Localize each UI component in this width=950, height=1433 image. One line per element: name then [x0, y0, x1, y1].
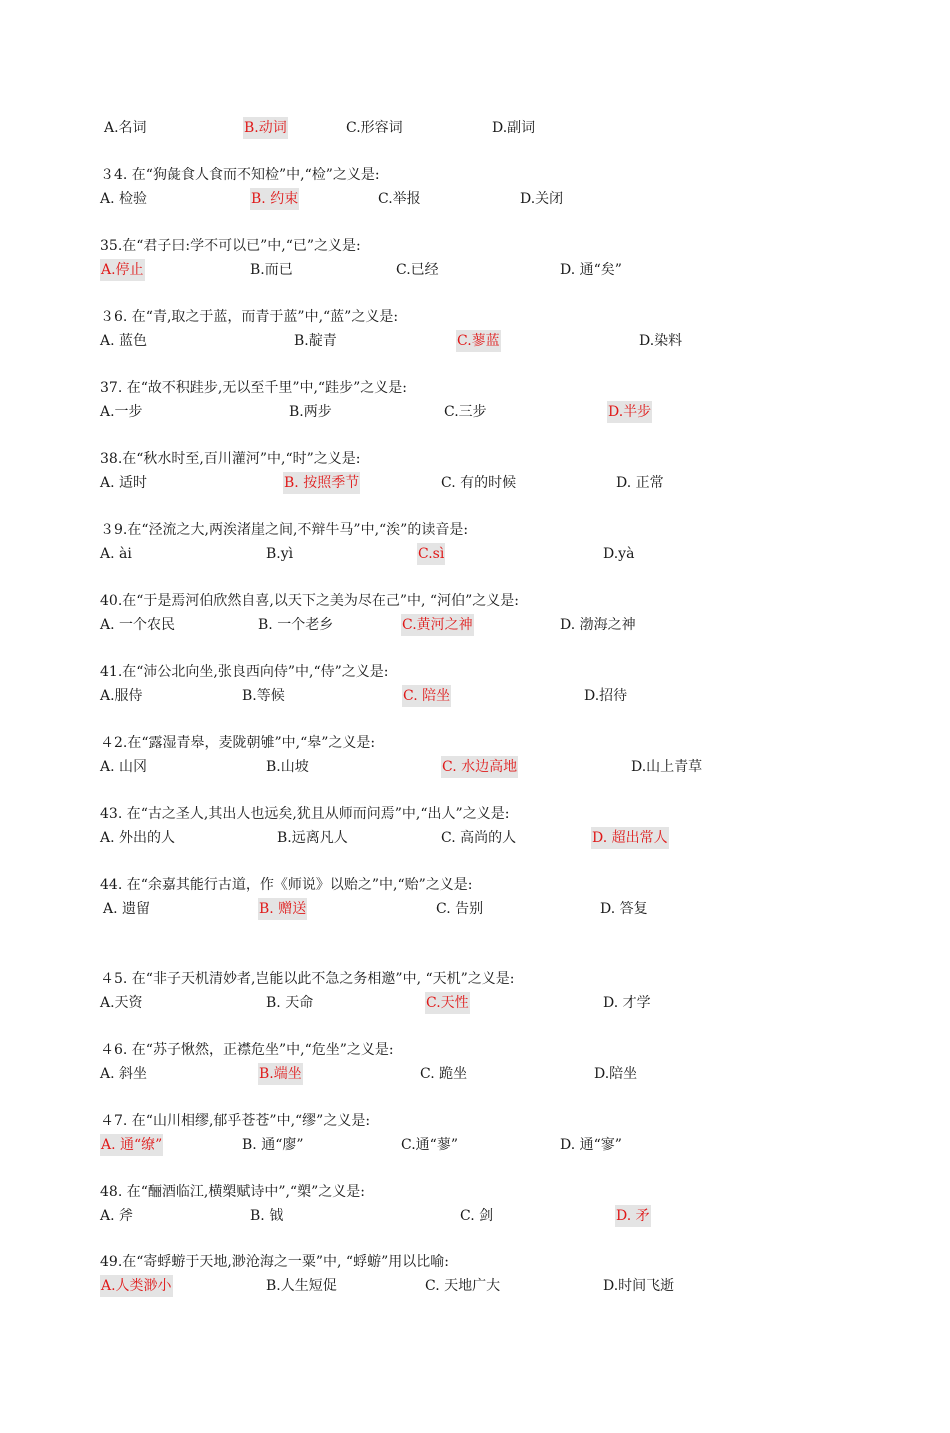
option-c: C.天性 — [425, 992, 470, 1014]
options-row — [100, 1275, 900, 1297]
option-a: A. 斜坐 — [100, 1066, 148, 1082]
option-b: B.动词 — [243, 117, 288, 139]
option-b: B.人生短促 — [266, 1278, 337, 1294]
question-38 — [100, 448, 900, 494]
question-34 — [100, 164, 900, 210]
option-d: D. 答复 — [600, 901, 648, 917]
option-c: C. 跪坐 — [420, 1066, 468, 1082]
question-42 — [100, 732, 900, 778]
option-d: D. 才学 — [603, 995, 651, 1011]
question-stem: ４6. 在“苏子愀然，正襟危坐”中,“危坐”之义是: — [100, 1042, 394, 1058]
question-47 — [100, 1110, 900, 1156]
option-b: B. 天命 — [266, 995, 314, 1011]
option-b: B.yì — [266, 546, 294, 562]
option-c: C.蓼蓝 — [456, 330, 501, 352]
question-35 — [100, 235, 900, 281]
option-a: A. 蓝色 — [100, 333, 148, 349]
question-stem: 37. 在“故不积跬步,无以至千里”中,“跬步”之义是: — [100, 380, 407, 396]
question-49 — [100, 1251, 900, 1297]
option-a: A. ài — [100, 546, 132, 562]
option-b: B.两步 — [289, 404, 332, 420]
option-d: D.半步 — [607, 401, 652, 423]
option-d: D. 通“矣” — [560, 262, 622, 278]
option-c: C.已经 — [396, 262, 439, 278]
option-b: B.而已 — [250, 262, 293, 278]
options-row — [100, 1063, 900, 1085]
options-row — [100, 1134, 900, 1156]
option-a: A. 检验 — [100, 191, 148, 207]
option-d: D. 正常 — [616, 475, 664, 491]
question-stem: ４7. 在“山川相缪,郁乎苍苍”中,“缪”之义是: — [100, 1113, 371, 1129]
option-d: D.关闭 — [520, 191, 564, 207]
options-row — [100, 117, 900, 139]
option-b: B. 约束 — [250, 188, 299, 210]
option-c: C.三步 — [444, 404, 487, 420]
option-b: B. 一个老乡 — [258, 617, 334, 633]
option-a: A. 山冈 — [100, 759, 148, 775]
option-d: D.染料 — [639, 333, 683, 349]
option-c: C. 高尚的人 — [441, 830, 517, 846]
question-stem: ３4. 在“狗彘食人食而不知检”中,“检”之义是: — [100, 167, 380, 183]
option-b: B. 钺 — [250, 1208, 284, 1224]
option-d: D. 超出常人 — [591, 827, 669, 849]
option-a: A. 通“缭” — [100, 1134, 163, 1156]
options-row — [100, 898, 900, 920]
option-a: A. 遗留 — [103, 901, 151, 917]
question-44 — [100, 874, 900, 920]
option-c: C. 告别 — [436, 901, 484, 917]
option-c: C.举报 — [378, 191, 421, 207]
option-a: A.名词 — [104, 120, 147, 136]
question-46 — [100, 1039, 900, 1085]
options-row — [100, 543, 900, 565]
options-row — [100, 259, 900, 281]
option-a: A. 外出的人 — [100, 830, 176, 846]
option-a: A. 适时 — [100, 475, 148, 491]
question-stem: ４5. 在“非子天机清妙者,岂能以此不急之务相邀”中, “天机”之义是: — [100, 971, 515, 987]
option-c: C. 剑 — [460, 1208, 494, 1224]
option-b: B.端坐 — [258, 1063, 303, 1085]
option-a: A.服侍 — [100, 688, 143, 704]
question-stem: 40.在“于是焉河伯欣然自喜,以天下之美为尽在己”中, “河伯”之义是: — [100, 593, 519, 609]
option-b: B.远离凡人 — [277, 830, 348, 846]
options-row — [100, 827, 900, 849]
options-row — [100, 1205, 900, 1227]
question-37 — [100, 377, 900, 423]
option-d: D. 通“寥” — [560, 1137, 622, 1153]
option-d: D. 渤海之神 — [560, 617, 636, 633]
question-stem: 41.在“沛公北向坐,张良西向侍”中,“侍”之义是: — [100, 664, 389, 680]
question-48 — [100, 1181, 900, 1227]
option-c: C. 天地广大 — [425, 1278, 501, 1294]
question-stem: 38.在“秋水时至,百川灌河”中,“时”之义是: — [100, 451, 361, 467]
option-c: C. 水边高地 — [441, 756, 518, 778]
option-d: D. 矛 — [615, 1205, 651, 1227]
options-row — [100, 330, 900, 352]
option-b: B.靛青 — [294, 333, 337, 349]
question-stem: 44. 在“余嘉其能行古道，作《师说》以贻之”中,“贻”之义是: — [100, 877, 473, 893]
question-stem — [100, 93, 900, 115]
option-a: A.一步 — [100, 404, 143, 420]
question-stem: 48. 在“酾酒临江,横槊赋诗中”,“槊”之义是: — [100, 1184, 365, 1200]
option-b: B.山坡 — [266, 759, 309, 775]
option-d: D.山上青草 — [631, 759, 703, 775]
question-43 — [100, 803, 900, 849]
question-39 — [100, 519, 900, 565]
question-40 — [100, 590, 900, 636]
question-45 — [100, 968, 900, 1014]
question-stem: ４2.在“露湿青皋，麦陇朝雊”中,“皋”之义是: — [100, 735, 376, 751]
question-stem: ３6. 在“青,取之于蓝，而青于蓝”中,“蓝”之义是: — [100, 309, 399, 325]
option-b: B. 赠送 — [258, 898, 307, 920]
option-d: D.招待 — [584, 688, 628, 704]
option-c: C.sì — [417, 543, 445, 565]
option-c: C.黄河之神 — [401, 614, 474, 636]
options-row — [100, 756, 900, 778]
option-b: B. 通“廖” — [242, 1137, 304, 1153]
options-row — [100, 401, 900, 423]
question-33 — [100, 93, 900, 139]
options-row — [100, 992, 900, 1014]
option-a: A.天资 — [100, 995, 143, 1011]
options-row — [100, 188, 900, 210]
option-d: D.陪坐 — [594, 1066, 638, 1082]
option-c: C.形容词 — [346, 120, 403, 136]
option-b: B.等候 — [242, 688, 285, 704]
question-36 — [100, 306, 900, 352]
options-row — [100, 685, 900, 707]
option-c: C. 陪坐 — [402, 685, 451, 707]
option-c: C. 有的时候 — [441, 475, 517, 491]
options-row — [100, 472, 900, 494]
question-41 — [100, 661, 900, 707]
option-a: A. 斧 — [100, 1208, 134, 1224]
options-row — [100, 614, 900, 636]
question-stem: ３9.在“泾流之大,两涘渚崖之间,不辩牛马”中,“涘”的读音是: — [100, 522, 469, 538]
question-stem: 43. 在“古之圣人,其出人也远矣,犹且从师而问焉”中,“出人”之义是: — [100, 806, 510, 822]
option-a: A.人类渺小 — [100, 1275, 173, 1297]
option-d: D.时间飞逝 — [603, 1278, 675, 1294]
option-b: B. 按照季节 — [283, 472, 360, 494]
option-a: A.停止 — [100, 259, 145, 281]
option-c: C.通“蓼” — [401, 1137, 458, 1153]
question-stem: 49.在“寄蜉蝣于天地,渺沧海之一粟”中, “蜉蝣”用以比喻: — [100, 1254, 449, 1270]
option-d: D.副词 — [492, 120, 536, 136]
option-a: A. 一个农民 — [100, 617, 176, 633]
question-stem: 35.在“君子曰:学不可以已”中,“已”之义是: — [100, 238, 361, 254]
option-d: D.yà — [603, 546, 635, 562]
